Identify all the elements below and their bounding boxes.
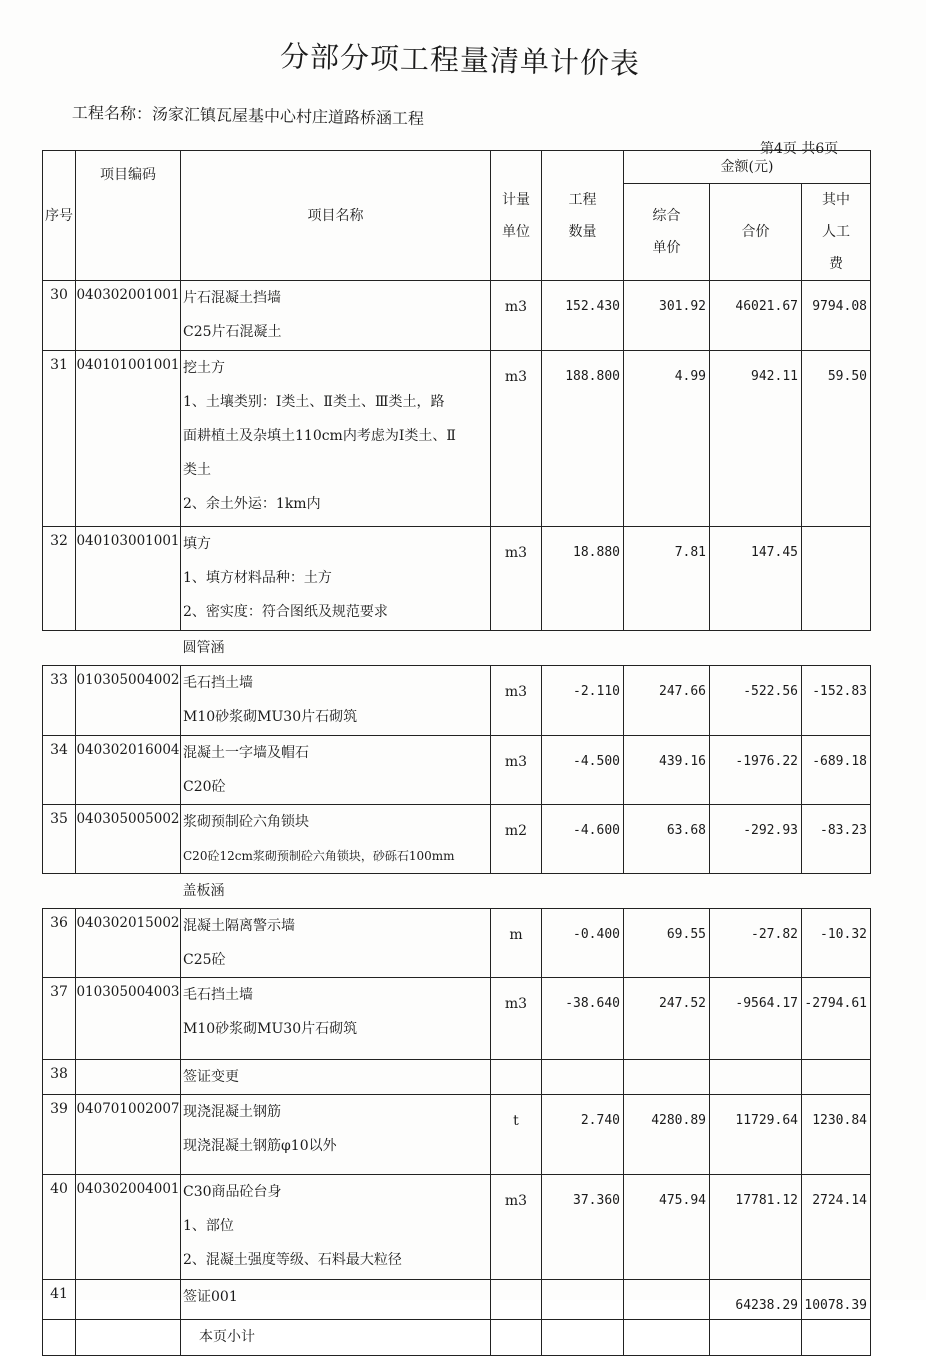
section-label: 盖板涵 — [182, 883, 225, 899]
name-cell — [181, 1280, 491, 1320]
qty-cell: -4.500 — [542, 736, 624, 805]
name-line: 浆砌预制砼六角锁块 — [183, 814, 309, 830]
unit-cell: m2 — [491, 805, 542, 874]
unit-price-cell — [624, 1320, 710, 1356]
name-line: 2、密实度：符合图纸及规范要求 — [183, 604, 388, 620]
seq-cell: 33 — [43, 666, 76, 736]
name-cell — [181, 805, 491, 874]
unit-cell: m — [491, 909, 542, 978]
name-cell — [181, 1060, 491, 1095]
unit-price-cell: 301.92 — [624, 281, 710, 351]
unit-cell: m3 — [491, 666, 542, 736]
qty-cell: 152.430 — [542, 281, 624, 351]
seq-cell: 38 — [43, 1060, 76, 1095]
name-line: M10砂浆砌MU30片石砌筑 — [183, 709, 358, 725]
name-line: C25片石混凝土 — [183, 324, 282, 340]
name-cell — [181, 1175, 491, 1280]
seq-cell: 31 — [43, 351, 76, 527]
code-cell: 040305005002 — [76, 805, 181, 874]
section-name — [181, 874, 871, 909]
total-cell: 942.11 — [710, 351, 802, 527]
code-cell: 010305004002 — [76, 666, 181, 736]
name-cell — [181, 1095, 491, 1175]
unit-price-cell — [624, 1060, 710, 1095]
header-unit-price: 综合单价 — [624, 184, 710, 281]
table-row — [43, 736, 871, 805]
table-row — [43, 1095, 871, 1175]
table-row — [43, 281, 871, 351]
table-row — [43, 978, 871, 1060]
name-line: 现浇混凝土钢筋 — [183, 1104, 281, 1120]
unit-price-cell: 247.52 — [624, 978, 710, 1060]
qty-cell: 2.740 — [542, 1095, 624, 1175]
qty-cell: -38.640 — [542, 978, 624, 1060]
total-cell: -9564.17 — [710, 978, 802, 1060]
total-cell: -27.82 — [710, 909, 802, 978]
header-amount: 金额(元) — [624, 151, 871, 184]
total-cell: 46021.67 — [710, 281, 802, 351]
name-line: 签证001 — [183, 1289, 238, 1305]
seq-cell: 34 — [43, 736, 76, 805]
labor-cell: 1230.84 — [802, 1095, 871, 1175]
code-cell: 040302016004 — [76, 736, 181, 805]
total-cell: 64238.29 — [710, 1280, 802, 1320]
page-number: 第4页 共6页 — [760, 141, 839, 157]
page-title: 分部分项工程量清单计价表 — [279, 39, 641, 81]
name-line: 填方 — [183, 536, 211, 552]
code-cell: 040302001001 — [76, 281, 181, 351]
unit-price-cell: 4280.89 — [624, 1095, 710, 1175]
name-line: 2、余土外运：1km内 — [183, 496, 321, 512]
code-cell: 010305004003 — [76, 978, 181, 1060]
bill-table — [42, 150, 871, 1356]
table-row — [43, 527, 871, 631]
header-labor: 其中人工费 — [802, 184, 871, 281]
section-name — [181, 631, 871, 666]
unit-cell: t — [491, 1095, 542, 1175]
name-line: C20砼 — [183, 779, 226, 795]
qty-cell — [542, 1320, 624, 1356]
qty-cell — [542, 1280, 624, 1320]
name-line: 毛石挡土墙 — [183, 987, 253, 1003]
table-row — [43, 1280, 871, 1320]
code-cell — [76, 1280, 181, 1320]
labor-cell: -2794.61 — [802, 978, 871, 1060]
name-cell — [181, 978, 491, 1060]
name-line: 面耕植土及杂填土110cm内考虑为Ⅰ类土、Ⅱ — [183, 428, 456, 444]
labor-cell: -83.23 — [802, 805, 871, 874]
table-row — [43, 909, 871, 978]
seq-cell — [43, 874, 76, 909]
name-line: 混凝土隔离警示墙 — [183, 918, 295, 934]
name-cell — [181, 527, 491, 631]
name-line: C20砼12cm浆砌预制砼六角锁块，砂砾石100mm — [183, 849, 455, 863]
unit-cell: m3 — [491, 351, 542, 527]
table-row — [43, 351, 871, 527]
labor-cell: 9794.08 — [802, 281, 871, 351]
name-line: 1、土壤类别：Ⅰ类土、Ⅱ类土、Ⅲ类土，路 — [183, 394, 445, 410]
section-row — [43, 631, 871, 666]
name-cell — [181, 281, 491, 351]
qty-cell: 188.800 — [542, 351, 624, 527]
seq-cell: 40 — [43, 1175, 76, 1280]
code-cell: 040302015002 — [76, 909, 181, 978]
total-cell: 17781.12 — [710, 1175, 802, 1280]
unit-price-cell — [624, 1280, 710, 1320]
total-cell: 147.45 — [710, 527, 802, 631]
unit-price-cell: 69.55 — [624, 909, 710, 978]
qty-cell: -2.110 — [542, 666, 624, 736]
total-cell: 11729.64 — [710, 1095, 802, 1175]
table-row — [43, 805, 871, 874]
name-line: 本页小计 — [199, 1329, 255, 1345]
header-name: 项目名称 — [181, 151, 491, 281]
unit-price-cell: 439.16 — [624, 736, 710, 805]
name-cell — [181, 736, 491, 805]
seq-cell: 39 — [43, 1095, 76, 1175]
unit-cell — [491, 1060, 542, 1095]
code-cell: 040101001001 — [76, 351, 181, 527]
seq-cell: 35 — [43, 805, 76, 874]
seq-cell: 41 — [43, 1280, 76, 1320]
labor-cell: -10.32 — [802, 909, 871, 978]
header-total: 合价 — [710, 184, 802, 281]
total-cell: -292.93 — [710, 805, 802, 874]
code-cell — [76, 1060, 181, 1095]
name-line: 混凝土一字墙及帽石 — [183, 745, 309, 761]
unit-cell: m3 — [491, 527, 542, 631]
header-qty: 工程数量 — [542, 151, 624, 281]
unit-price-cell: 475.94 — [624, 1175, 710, 1280]
code-cell — [76, 874, 181, 909]
unit-cell — [491, 1320, 542, 1356]
seq-cell: 32 — [43, 527, 76, 631]
seq-cell: 30 — [43, 281, 76, 351]
code-cell: 040103001001 — [76, 527, 181, 631]
name-line: 签证变更 — [183, 1069, 239, 1085]
total-cell — [710, 1320, 802, 1356]
unit-cell: m3 — [491, 1175, 542, 1280]
name-line: 类土 — [183, 462, 211, 478]
total-cell — [710, 1060, 802, 1095]
labor-cell — [802, 1320, 871, 1356]
seq-cell: 37 — [43, 978, 76, 1060]
table-row — [43, 1175, 871, 1280]
name-line: M10砂浆砌MU30片石砌筑 — [183, 1021, 358, 1037]
table-row — [43, 666, 871, 736]
unit-price-cell: 63.68 — [624, 805, 710, 874]
name-line: 2、混凝土强度等级、石料最大粒径 — [183, 1252, 402, 1268]
name-cell — [181, 1320, 491, 1356]
table-row — [43, 1060, 871, 1095]
qty-cell — [542, 1060, 624, 1095]
name-cell — [181, 351, 491, 527]
project-name: 工程名称：汤家汇镇瓦屋基中心村庄道路桥涵工程 — [71, 103, 425, 129]
unit-cell: m3 — [491, 281, 542, 351]
unit-cell: m3 — [491, 736, 542, 805]
name-line: 片石混凝土挡墙 — [183, 290, 281, 306]
qty-cell: 37.360 — [542, 1175, 624, 1280]
section-label: 圆管涵 — [182, 640, 225, 656]
name-cell — [181, 909, 491, 978]
labor-cell: 2724.14 — [802, 1175, 871, 1280]
labor-cell: -689.18 — [802, 736, 871, 805]
code-cell — [76, 1320, 181, 1356]
table-row — [43, 1320, 871, 1356]
code-cell: 040302004001 — [76, 1175, 181, 1280]
name-line: 1、填方材料品种：土方 — [183, 570, 332, 586]
unit-price-cell: 247.66 — [624, 666, 710, 736]
code-cell — [76, 631, 181, 666]
section-row — [43, 874, 871, 909]
unit-price-cell: 7.81 — [624, 527, 710, 631]
labor-cell: 10078.39 — [802, 1280, 871, 1320]
code-cell: 040701002007 — [76, 1095, 181, 1175]
name-line: C30商品砼台身 — [183, 1184, 282, 1200]
unit-cell: m3 — [491, 978, 542, 1060]
total-cell: -1976.22 — [710, 736, 802, 805]
labor-cell — [802, 1060, 871, 1095]
name-line: 毛石挡土墙 — [183, 675, 253, 691]
name-line: 1、部位 — [183, 1218, 234, 1234]
header-unit: 计量单位 — [491, 151, 542, 281]
name-line: 挖土方 — [183, 360, 225, 376]
seq-cell: 36 — [43, 909, 76, 978]
name-line: 现浇混凝土钢筋φ10以外 — [183, 1138, 337, 1154]
seq-cell — [43, 1320, 76, 1356]
qty-cell: -0.400 — [542, 909, 624, 978]
total-cell: -522.56 — [710, 666, 802, 736]
name-cell — [181, 666, 491, 736]
labor-cell: -152.83 — [802, 666, 871, 736]
labor-cell — [802, 527, 871, 631]
qty-cell: 18.880 — [542, 527, 624, 631]
labor-cell: 59.50 — [802, 351, 871, 527]
seq-cell — [43, 631, 76, 666]
header-code: 项目编码 — [76, 151, 181, 281]
name-line: C25砼 — [183, 952, 226, 968]
header-seq: 序号 — [43, 151, 76, 281]
unit-price-cell: 4.99 — [624, 351, 710, 527]
unit-cell — [491, 1280, 542, 1320]
qty-cell: -4.600 — [542, 805, 624, 874]
